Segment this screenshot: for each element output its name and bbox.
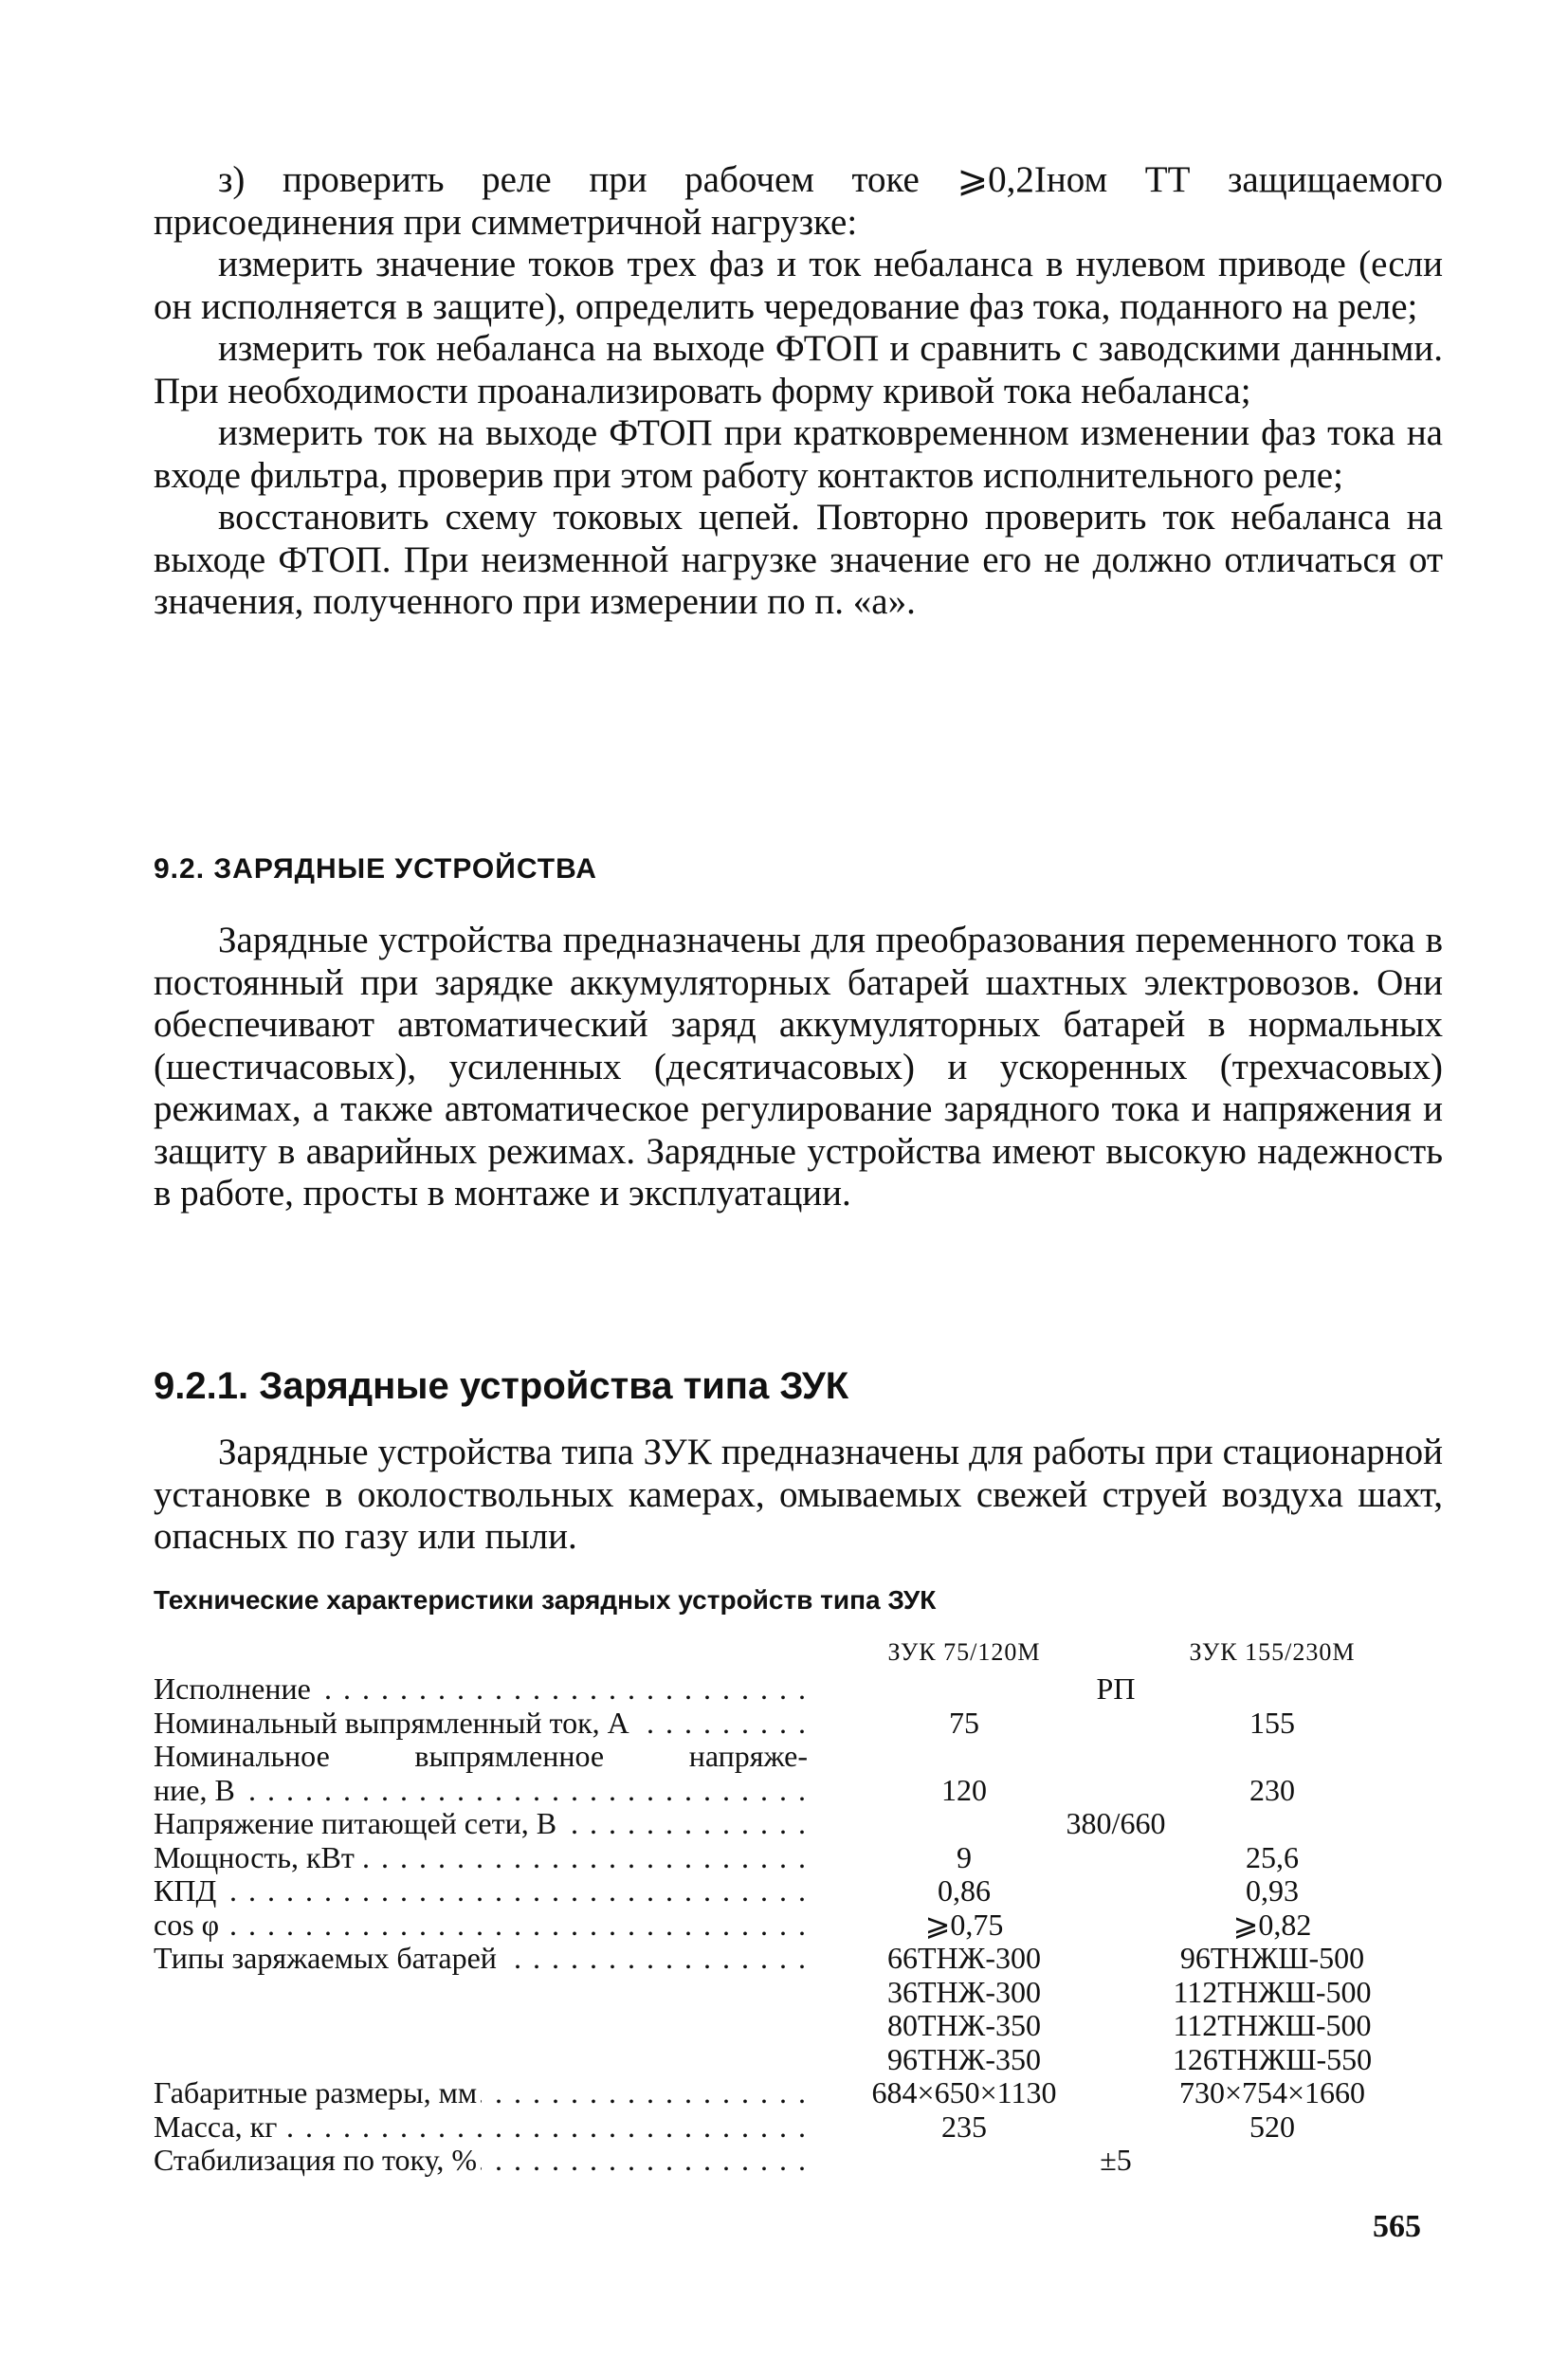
row-label: Стабилизация по току, % <box>154 2144 481 2177</box>
row-value-both: РП <box>1096 1671 1136 1706</box>
row-label: Мощность, кВт <box>154 1841 358 1874</box>
row-value-1: 75 <box>949 1705 979 1740</box>
row-value-1: 684×650×1130 <box>871 2075 1057 2109</box>
battery-type-1-d: 96ТНЖ-350 <box>887 2041 1041 2076</box>
row-label: Масса, кг <box>154 2110 281 2144</box>
row-value-both: ±5 <box>1100 2143 1132 2177</box>
row-value-2: ⩾0,82 <box>1232 1907 1312 1942</box>
row-value-1: 9 <box>957 1839 972 1874</box>
row-value-2: 520 <box>1249 2109 1295 2144</box>
section-body <box>154 920 1443 1215</box>
table-row <box>154 2144 1424 2178</box>
column-header-zuk-75: ЗУК 75/120М <box>887 1638 1041 1666</box>
page-number: 565 <box>1373 2209 1421 2244</box>
battery-type-2-a: 96ТНЖШ-500 <box>1179 1941 1365 1975</box>
section-heading: 9.2. ЗАРЯДНЫЕ УСТРОЙСТВА <box>154 853 597 885</box>
table-title: Технические характеристики зарядных устройств типа ЗУК <box>154 1585 937 1615</box>
table-row <box>154 1874 1424 1908</box>
table-row <box>154 1841 1424 1875</box>
subsection-body <box>154 1432 1443 1559</box>
battery-type-1-c: 80ТНЖ-350 <box>887 2008 1041 2042</box>
battery-type-1-a: 66ТНЖ-300 <box>887 1941 1041 1975</box>
table-row <box>154 1807 1424 1841</box>
intro-block <box>154 159 1443 624</box>
row-label: Номинальный выпрямленный ток, А <box>154 1707 633 1740</box>
intro-paragraph-3: измерить ток небаланса на выходе ФТОП и сравнить с заводскими данными. При необходимости проанализировать форму кривой тока небаланса; <box>154 328 1443 411</box>
battery-type-2-c: 112ТНЖШ-500 <box>1173 2008 1372 2042</box>
column-header-zuk-155: ЗУК 155/230М <box>1189 1638 1356 1666</box>
subsection-heading: 9.2.1. Зарядные устройства типа ЗУК <box>154 1365 849 1407</box>
intro-paragraph-1: з) проверить реле при рабочем токе ⩾0,2Iном ТТ защищаемого присоединения при симметричной нагрузке: <box>154 159 1443 243</box>
table-row <box>154 1740 1424 1807</box>
row-value-both: 380/660 <box>1066 1806 1166 1840</box>
row-value-2: 25,6 <box>1246 1839 1299 1874</box>
row-label-line-2: ние, В <box>154 1774 239 1807</box>
row-label: Исполнение <box>154 1672 315 1706</box>
table-row <box>154 1707 1424 1741</box>
row-value-1: 0,86 <box>938 1873 991 1908</box>
row-value-1: ⩾0,75 <box>924 1907 1004 1942</box>
battery-type-2-d: 126ТНЖШ-550 <box>1172 2041 1373 2076</box>
row-label-line-1: Номинальное выпрямленное напряже- <box>154 1739 808 1773</box>
row-label: КПД <box>154 1874 220 1908</box>
table-row <box>154 1942 1424 2076</box>
table-header-row <box>154 1633 1424 1672</box>
row-label: Габаритные размеры, мм <box>154 2076 481 2109</box>
row-label: cos φ <box>154 1908 223 1942</box>
table-row <box>154 1908 1424 1943</box>
intro-paragraph-5: восстановить схему токовых цепей. Повторно проверить ток небаланса на выходе ФТОП. При неизменной нагрузке значение его не должно отличаться от значения, полученного при измерении по п. «а». <box>154 497 1443 622</box>
row-value-1: 120 <box>941 1772 987 1807</box>
subsection-paragraph: Зарядные устройства типа ЗУК предназначены для работы при стационарной установке в околоствольных камерах, омываемых свежей струей воздуха шахт, опасных по газу или пыли. <box>154 1432 1443 1557</box>
intro-paragraph-4: измерить ток на выходе ФТОП при кратковременном изменении фаз тока на входе фильтра, проверив при этом работу контактов исполнительного реле; <box>154 412 1443 496</box>
row-value-2: 155 <box>1249 1705 1295 1740</box>
table-row <box>154 2076 1424 2110</box>
row-value-2: 230 <box>1249 1772 1295 1807</box>
battery-type-2-b: 112ТНЖШ-500 <box>1173 1974 1372 2009</box>
row-value-2: 730×754×1660 <box>1178 2075 1366 2109</box>
table-row <box>154 1672 1424 1707</box>
spec-table <box>154 1633 1424 2178</box>
row-value-1: 235 <box>941 2109 987 2144</box>
row-value-2: 0,93 <box>1246 1873 1299 1908</box>
row-label: Типы заряжаемых батарей <box>154 1942 501 1975</box>
battery-type-1-b: 36ТНЖ-300 <box>887 1974 1041 2009</box>
table-row <box>154 2110 1424 2145</box>
row-label: Напряжение питающей сети, В <box>154 1807 560 1840</box>
intro-paragraph-2: измерить значение токов трех фаз и ток небаланса в нулевом приводе (если он исполняется в защите), определить чередование фаз тока, поданного на реле; <box>154 244 1443 327</box>
section-paragraph: Зарядные устройства предназначены для преобразования переменного тока в постоянный при зарядке аккумуляторных батарей шахтных электровозов. Они обеспечивают автоматический заряд аккумуляторных батарей в нормальных (шестичасовых), усиленных (десятичасовых) и ускоренных (трехчасовых) режимах, а также автоматическое регулирование зарядного тока и напряжения и защиту в аварийных режимах. Зарядные устройства имеют высокую надежность в работе, просты в монтаже и эксплуатации. <box>154 920 1443 1214</box>
